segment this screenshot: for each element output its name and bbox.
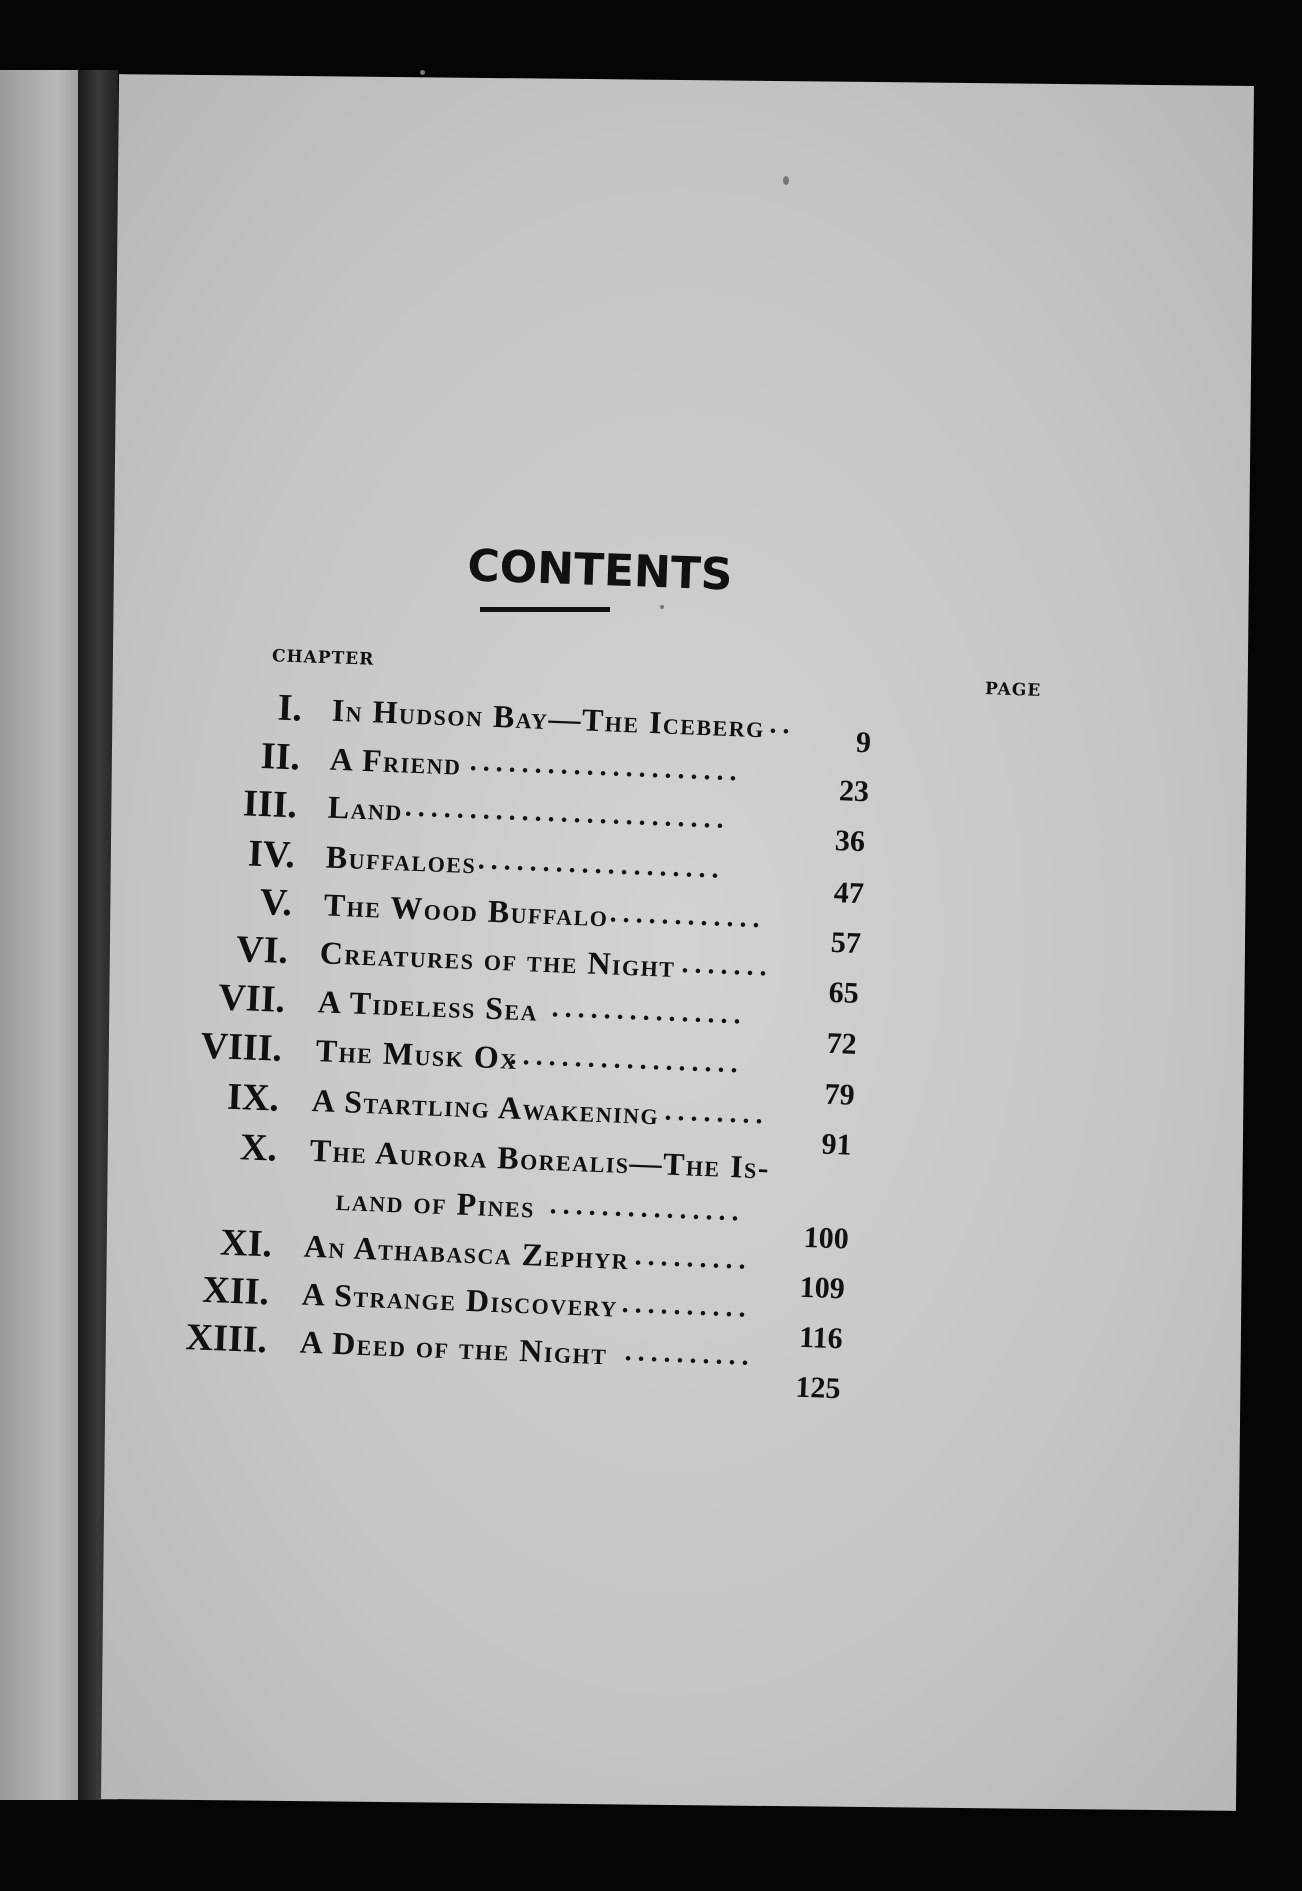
chapter-title: A Strange Discovery [301,1275,619,1324]
page-number: 109 [799,1270,846,1306]
chapter-title: The Wood Buffalo [323,886,610,934]
chapter-numeral: III. [242,782,298,827]
page-number: 91 [820,1127,853,1162]
dot-leader: ....... [681,948,774,983]
page-number: 36 [834,824,866,859]
page-number: 79 [823,1077,856,1112]
dot-leader: ............... [551,992,748,1031]
dot-leader: ........ [664,1095,770,1131]
page-number: 116 [798,1320,844,1356]
chapter-numeral: VIII. [199,1024,283,1070]
page-number: 23 [838,774,870,809]
chapter-title: Buffaloes [325,838,478,881]
page-number: 125 [794,1370,842,1406]
chapter-numeral: V. [259,880,293,925]
chapter-title: A Startling Awakening [311,1081,660,1132]
page-number: 57 [830,925,862,961]
chapter-numeral: II. [260,735,301,779]
chapter-title: A Tideless Sea [317,983,539,1028]
page-number: 9 [855,725,872,760]
page-number: 47 [833,876,865,911]
dot-leader: ............... [549,1189,746,1228]
page-number: 72 [826,1026,858,1061]
chapter-numeral: VII. [217,976,286,1021]
dot-leader: ................... [477,844,726,885]
page-column-label: PAGE [984,679,1042,701]
chapter-numeral: XIII. [184,1316,268,1362]
chapter-title: In Hudson Bay—The Iceberg [331,691,766,745]
chapter-numeral: VI. [235,928,289,973]
page-number [779,1176,849,1179]
chapter-title: A Deed of the Night [299,1323,609,1372]
contents-heading: CONTENTS [466,540,734,601]
chapter-numeral: I. [276,686,303,730]
chapter-title: land of Pines [335,1180,536,1225]
chapter-numeral: X. [239,1126,278,1170]
dot-leader: .................. [509,1039,745,1080]
page-number: 100 [803,1220,850,1256]
chapter-title: A Friend [329,740,463,782]
dot-leader: .......... [621,1287,753,1324]
chapter-numeral: XII. [201,1268,270,1314]
dot-leader: ............ [609,897,767,935]
chapter-title: The Musk Ox [315,1032,519,1076]
dot-leader: ......................... [404,791,731,836]
chapter-numeral: XI. [219,1221,273,1266]
chapter-title: An Athabasca Zephyr [303,1227,630,1277]
dot-leader: .. [769,708,797,741]
dot-leader: .......... [624,1336,756,1372]
chapter-numeral: IX. [226,1075,280,1120]
chapter-title: Land [327,788,404,828]
chapter-numeral: IV. [247,832,296,877]
chapter-column-label: CHAPTER [271,646,375,670]
page-number: 65 [828,975,860,1010]
dot-leader: ......... [634,1240,753,1276]
chapter-title: Creatures of the Night [319,934,677,984]
dot-leader: ..................... [469,746,744,788]
chapter-title: The Aurora Borealis—The Is- [309,1131,771,1186]
